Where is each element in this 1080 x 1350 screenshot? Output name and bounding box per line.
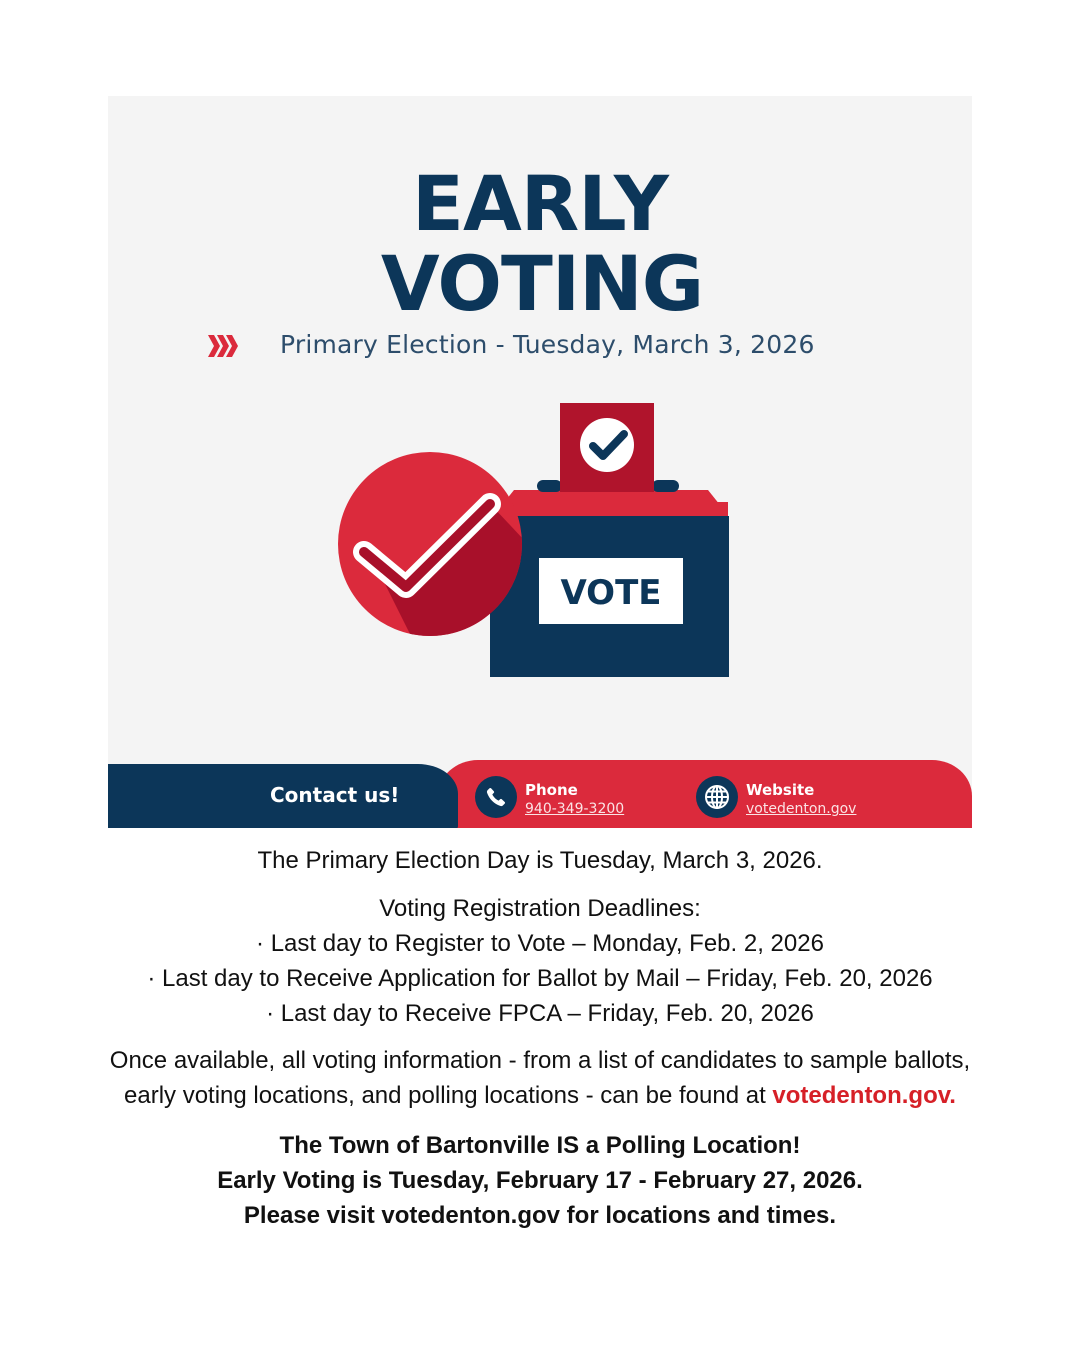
highlight-line: Please visit votedenton.gov for locations and times. [243, 1202, 837, 1229]
availability-line-1: Once available, all voting information - from a list of candidates to sample ballots, [109, 1047, 971, 1074]
globe-icon [696, 776, 738, 818]
deadline-item: · Last day to Receive Application for Ballot by Mail – Friday, Feb. 20, 2026 [147, 965, 933, 992]
availability-line-2 [0, 1078, 1080, 1113]
phone-icon [475, 776, 517, 818]
highlight-line: Early Voting is Tuesday, February 17 - February 27, 2026. [217, 1167, 863, 1194]
registration-deadlines [0, 891, 1080, 1031]
deadlines-title: Voting Registration Deadlines: [379, 895, 701, 922]
highlight-line: The Town of Bartonville IS a Polling Location! [279, 1132, 801, 1159]
website-title: Website [746, 781, 815, 799]
polling-location-highlight [0, 1128, 1080, 1233]
headline-voting: VOTING [380, 239, 704, 328]
phone-contact [525, 781, 624, 819]
svg-text:VOTE: VOTE [560, 573, 662, 613]
early-voting-poster [108, 96, 972, 828]
phone-number-link[interactable]: 940-349-3200 [525, 801, 625, 817]
deadline-item: · Last day to Receive FPCA – Friday, Feb. 20, 2026 [266, 1000, 814, 1027]
phone-title: Phone [525, 781, 578, 799]
website-contact [746, 781, 856, 819]
contact-us-label: Contact us! [270, 783, 400, 807]
ballot-box-icon [484, 480, 729, 677]
ballot-check-icon [560, 403, 654, 493]
deadline-item: · Last day to Register to Vote – Monday, Feb. 2, 2026 [256, 930, 824, 957]
election-subtitle: Primary Election - Tuesday, March 3, 2026 [280, 330, 815, 359]
votedenton-link[interactable]: votedenton.gov. [772, 1082, 956, 1109]
election-day-text: The Primary Election Day is Tuesday, March 3, 2026. [257, 847, 823, 874]
headline-early: EARLY [412, 159, 668, 248]
ballot-box-illustration [334, 402, 734, 677]
availability-line-2-prefix: early voting locations, and polling locations - can be found at [124, 1082, 773, 1109]
website-link[interactable]: votedenton.gov [746, 801, 857, 817]
triple-chevron-right-icon [208, 335, 240, 357]
availability-text [0, 1043, 1080, 1113]
